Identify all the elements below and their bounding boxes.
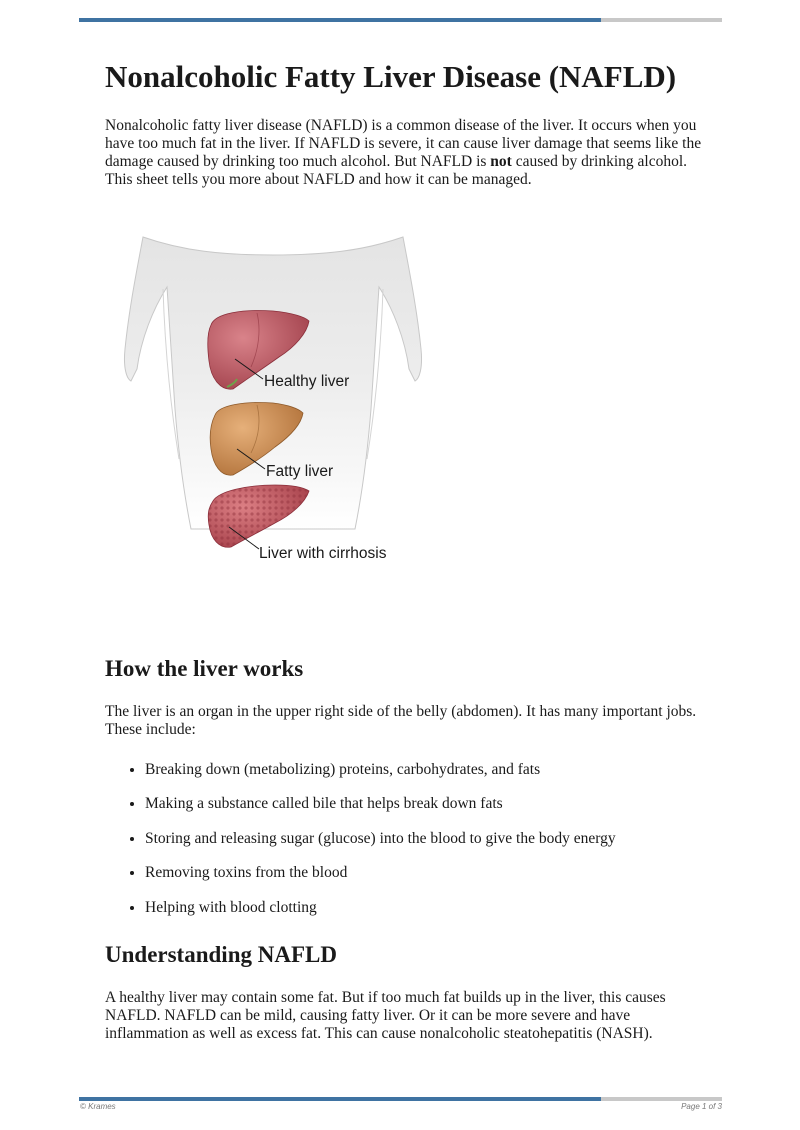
section-heading-liver: How the liver works — [105, 656, 304, 681]
list-item: • Removing toxins from the blood — [145, 864, 705, 882]
footer-rule-accent — [79, 1097, 601, 1101]
intro-text-start: Nonalcoholic fatty liver disease (NAFLD) is a common disease of the liver. It occurs when you have too much fat in the liver. If NAFLD is severe, it can cause liver damage that seems like the damage caused by drinking too much alcohol. But NAFLD is — [105, 117, 702, 170]
document-body — [105, 58, 705, 1043]
liver-illustration — [123, 229, 423, 585]
page-title: Nonalcoholic Fatty Liver Disease (NAFLD) — [105, 59, 677, 94]
healthy-liver-label: Healthy liver — [264, 373, 350, 390]
section-paragraph-liver: The liver is an organ in the upper right side of the belly (abdomen). It has many important jobs. These include: — [105, 703, 697, 738]
list-item: • Breaking down (metabolizing) proteins, carbohydrates, and fats — [145, 761, 705, 779]
footer-page-number: Page 1 of 3 — [681, 1102, 722, 1111]
list-item: • Helping with blood clotting — [145, 899, 705, 917]
header-rule-accent — [79, 18, 601, 22]
footer-copyright: © Krames — [80, 1102, 116, 1111]
footer-rule — [79, 1097, 722, 1101]
liver-illustration-graphic — [123, 229, 423, 585]
fatty-liver-label: Fatty liver — [266, 463, 334, 480]
cirrhosis-liver-label: Liver with cirrhosis — [259, 545, 387, 562]
intro-paragraph — [105, 117, 705, 189]
list-item: • Making a substance called bile that helps break down fats — [145, 795, 705, 813]
section-paragraph-nafld: A healthy liver may contain some fat. But if too much fat builds up in the liver, this causes NAFLD. NAFLD can be mild, causing fatty liver. Or it can be more severe and have inflammation as well as excess fat. This can cause nonalcoholic steatohepatitis (NASH). — [105, 988, 666, 1042]
list-item: • Storing and releasing sugar (glucose) into the blood to give the body energy — [145, 830, 705, 848]
intro-emphasis: not — [490, 153, 512, 170]
liver-functions-list — [105, 761, 705, 917]
header-rule — [79, 18, 722, 22]
section-heading-nafld: Understanding NAFLD — [105, 941, 337, 967]
intro-text-end: caused by drinking alcohol. This sheet tells you more about NAFLD and how it can be managed. — [105, 153, 688, 188]
